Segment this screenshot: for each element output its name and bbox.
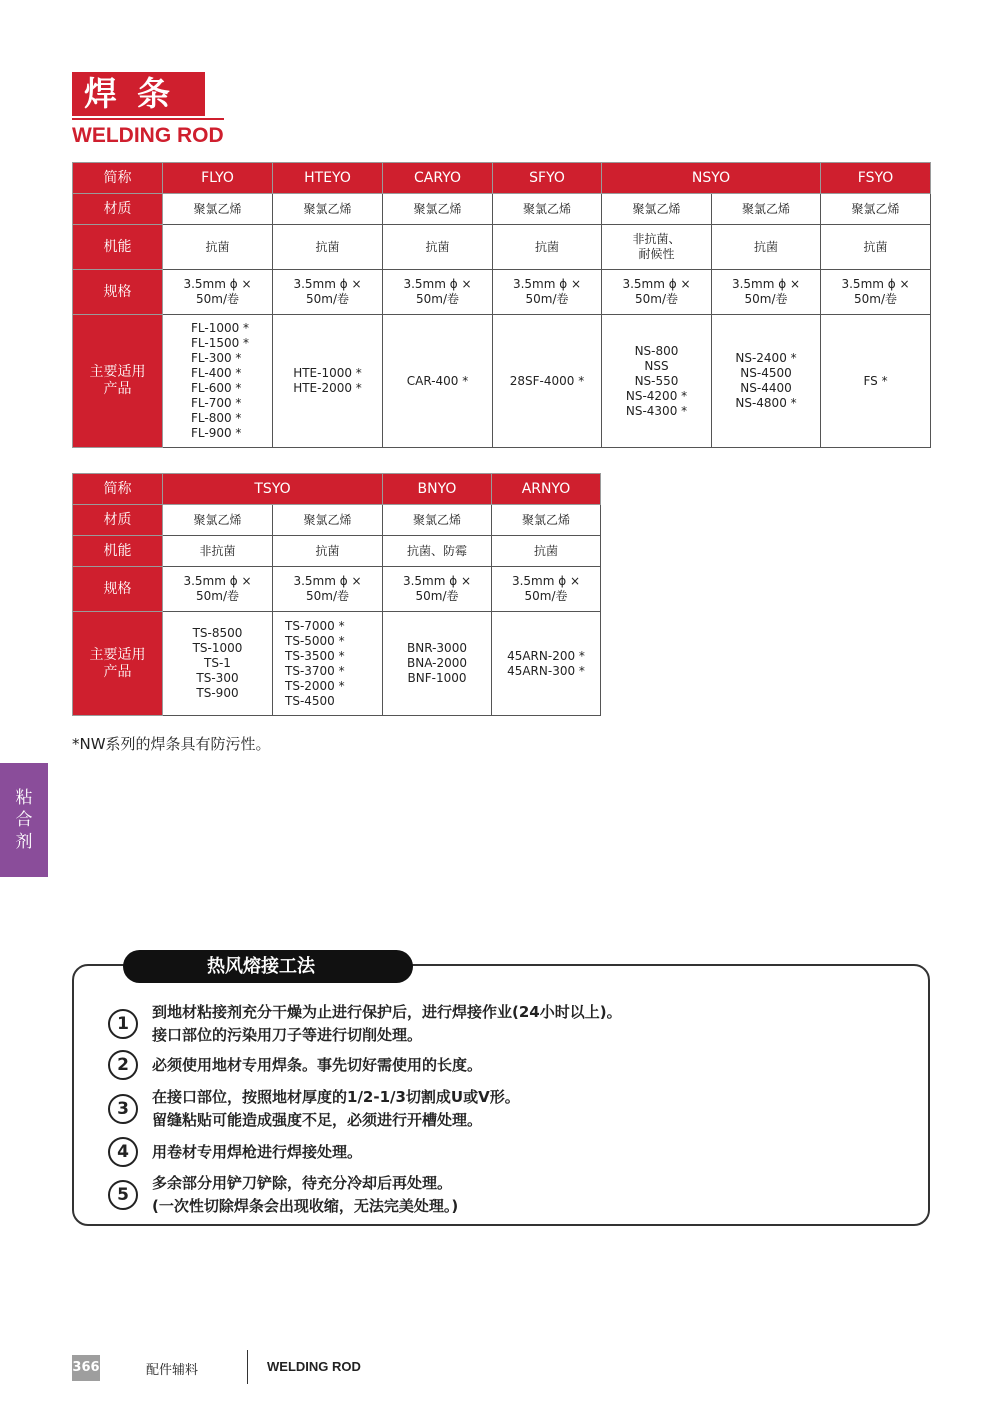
group-header: NSYO [602,163,821,194]
material-cell: 聚氯乙烯 [712,194,821,225]
group-header: ARNYO [492,474,601,505]
footer-divider [247,1350,248,1384]
step-text: 多余部分用铲刀铲除，待充分冷却后再处理。 (一次性切除焊条会出现收缩，无法完美处理。) [152,1174,459,1215]
row-header-function: 机能 [73,536,163,567]
spec-cell: 3.5mm ϕ × 50m/卷 [383,270,493,315]
process-step [108,1172,458,1218]
footer-section: WELDING ROD [267,1359,361,1374]
group-header: BNYO [383,474,492,505]
group-header: FLYO [163,163,273,194]
footnote: *NW系列的焊条具有防污性。 [72,735,271,753]
process-title: 热风熔接工法 [123,950,413,983]
process-step [108,1050,482,1080]
spec-cell: 3.5mm ϕ × 50m/卷 [383,567,492,612]
material-cell: 聚氯乙烯 [383,194,493,225]
group-header: CARYO [383,163,493,194]
spec-table-1 [72,162,931,448]
spec-cell: 3.5mm ϕ × 50m/卷 [163,270,273,315]
row-header-material: 材质 [73,194,163,225]
step-text: 在接口部位，按照地材厚度的1/2-1/3切割成U或V形。 留缝粘贴可能造成强度不足，必须进行开槽处理。 [152,1088,520,1129]
group-header: TSYO [163,474,383,505]
function-cell: 抗菌 [273,225,383,270]
row-header-spec: 规格 [73,567,163,612]
material-cell: 聚氯乙烯 [163,194,273,225]
title-box [72,72,205,116]
products-cell: TS-8500 TS-1000 TS-1 TS-300 TS-900 [163,612,273,716]
title-underline [72,118,224,120]
function-cell: 抗菌、防霉 [383,536,492,567]
process-step [108,1137,362,1167]
row-header-abbr: 简称 [73,163,163,194]
function-cell: 抗菌 [821,225,931,270]
row-header-material: 材质 [73,505,163,536]
group-header: FSYO [821,163,931,194]
products-cell: 45ARN-200 * 45ARN-300 * [492,612,601,716]
material-cell: 聚氯乙烯 [273,194,383,225]
function-cell: 抗菌 [712,225,821,270]
products-cell: FS * [821,315,931,448]
page-title: 焊条 [84,74,190,113]
row-header-abbr: 简称 [73,474,163,505]
material-cell: 聚氯乙烯 [163,505,273,536]
row-header-products: 主要适用 产品 [73,612,163,716]
spec-cell: 3.5mm ϕ × 50m/卷 [493,270,602,315]
material-cell: 聚氯乙烯 [383,505,492,536]
function-cell: 抗菌 [383,225,493,270]
step-number: 5 [108,1180,138,1210]
function-cell: 非抗菌、 耐候性 [602,225,712,270]
spec-cell: 3.5mm ϕ × 50m/卷 [273,270,383,315]
page-number: 366 [72,1355,100,1381]
spec-table-2 [72,473,601,716]
function-cell: 抗菌 [273,536,383,567]
products-cell: BNR-3000 BNA-2000 BNF-1000 [383,612,492,716]
footer-category: 配件辅料 [146,1363,199,1378]
group-header: HTEYO [273,163,383,194]
products-cell: NS-2400 * NS-4500 NS-4400 NS-4800 * [712,315,821,448]
material-cell: 聚氯乙烯 [493,194,602,225]
material-cell: 聚氯乙烯 [273,505,383,536]
products-cell: CAR-400 * [383,315,493,448]
products-cell: 28SF-4000 * [493,315,602,448]
products-cell: HTE-1000 * HTE-2000 * [273,315,383,448]
spec-cell: 3.5mm ϕ × 50m/卷 [602,270,712,315]
side-category-tab: 粘 合 剂 [0,763,48,877]
products-cell: TS-7000 * TS-5000 * TS-3500 * TS-3700 * TS-2000 * TS-4500 [273,612,383,716]
spec-cell: 3.5mm ϕ × 50m/卷 [273,567,383,612]
products-cell: FL-1000 * FL-1500 * FL-300 * FL-400 * FL-600 * FL-700 * FL-800 * FL-900 * [163,315,273,448]
page-subtitle: WELDING ROD [72,124,224,147]
spec-cell: 3.5mm ϕ × 50m/卷 [712,270,821,315]
function-cell: 抗菌 [163,225,273,270]
function-cell: 抗菌 [493,225,602,270]
function-cell: 非抗菌 [163,536,273,567]
spec-cell: 3.5mm ϕ × 50m/卷 [821,270,931,315]
function-cell: 抗菌 [492,536,601,567]
row-header-spec: 规格 [73,270,163,315]
material-cell: 聚氯乙烯 [602,194,712,225]
step-text: 必须使用地材专用焊条。事先切好需使用的长度。 [152,1055,483,1074]
step-number: 1 [108,1009,138,1039]
step-number: 4 [108,1137,138,1167]
row-header-function: 机能 [73,225,163,270]
material-cell: 聚氯乙烯 [492,505,601,536]
step-text: 到地材粘接剂充分干燥为止进行保护后，进行焊接作业(24小时以上)。 接口部位的污染用刀子等进行切削处理。 [152,1003,622,1044]
products-cell: NS-800 NSS NS-550 NS-4200 * NS-4300 * [602,315,712,448]
spec-cell: 3.5mm ϕ × 50m/卷 [492,567,601,612]
step-number: 3 [108,1094,138,1124]
process-step [108,1086,520,1132]
step-text: 用卷材专用焊枪进行焊接处理。 [152,1142,363,1161]
spec-cell: 3.5mm ϕ × 50m/卷 [163,567,273,612]
material-cell: 聚氯乙烯 [821,194,931,225]
step-number: 2 [108,1050,138,1080]
process-step [108,1001,622,1047]
row-header-products: 主要适用 产品 [73,315,163,448]
group-header: SFYO [493,163,602,194]
